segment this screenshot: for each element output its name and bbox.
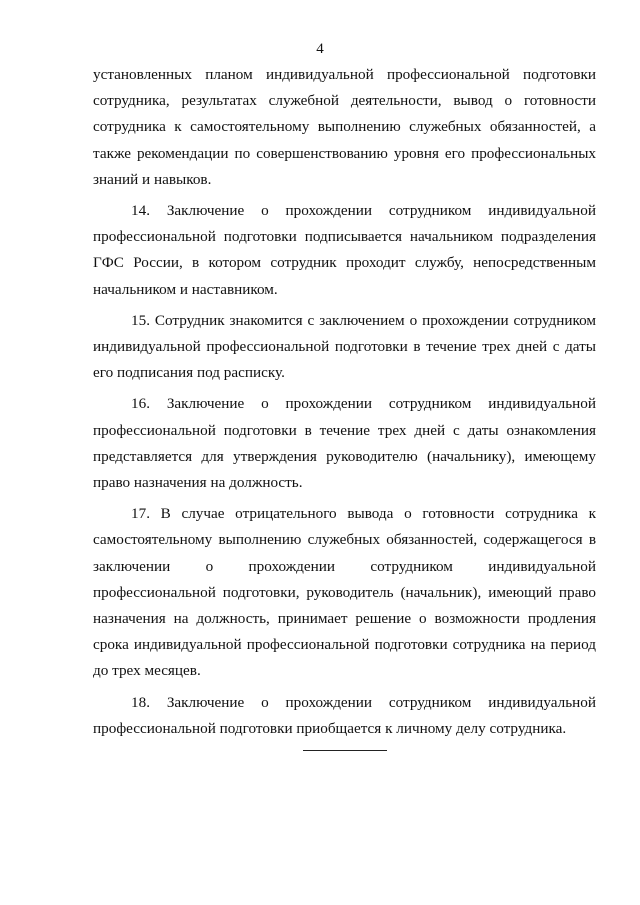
paragraph-14: 14. Заключение о прохождении сотрудником индивидуальной профессиональной подготовки подписывается начальником подразделения ГФС России, в котором сотрудник проходит службу, непосредственным начальником и наставником. — [93, 202, 596, 298]
paragraph-16: 16. Заключение о прохождении сотрудником индивидуальной профессиональной подготовки в течение трех дней с даты ознакомления представляется для утверждения руководителю (начальнику), имеющему право назначения на должность. — [93, 395, 596, 492]
paragraph-continuation: установленных планом индивидуальной профессиональной подготовки сотрудника, результатах служебной деятельности, вывод о готовности сотрудника к самостоятельному выполнению служебных обязанностей, а также рекомендации по совершенствованию уровня его профессиональных знаний и навыков. — [93, 66, 596, 188]
paragraph-18: 18. Заключение о прохождении сотрудником индивидуальной профессиональной подготовки приобщается к личному делу сотрудника. — [93, 693, 596, 737]
paragraph-17: 17. В случае отрицательного вывода о готовности сотрудника к самостоятельному выполнению служебных обязанностей, содержащегося в заключении о прохождении сотрудником индивидуальной профессиональной подготовки, руководитель (начальник), имеющий право назначения на должность, принимает решение о возможности продления срока индивидуальной профессиональной подготовки сотрудника на период до трех месяцев. — [93, 505, 596, 680]
end-of-document-rule — [303, 750, 387, 751]
paragraph-15: 15. Сотрудник знакомится с заключением о прохождении сотрудником индивидуальной профессиональной подготовки в течение трех дней с даты его подписания под расписку. — [93, 311, 596, 382]
page-number: 4 — [316, 41, 324, 57]
document-body — [93, 62, 596, 742]
